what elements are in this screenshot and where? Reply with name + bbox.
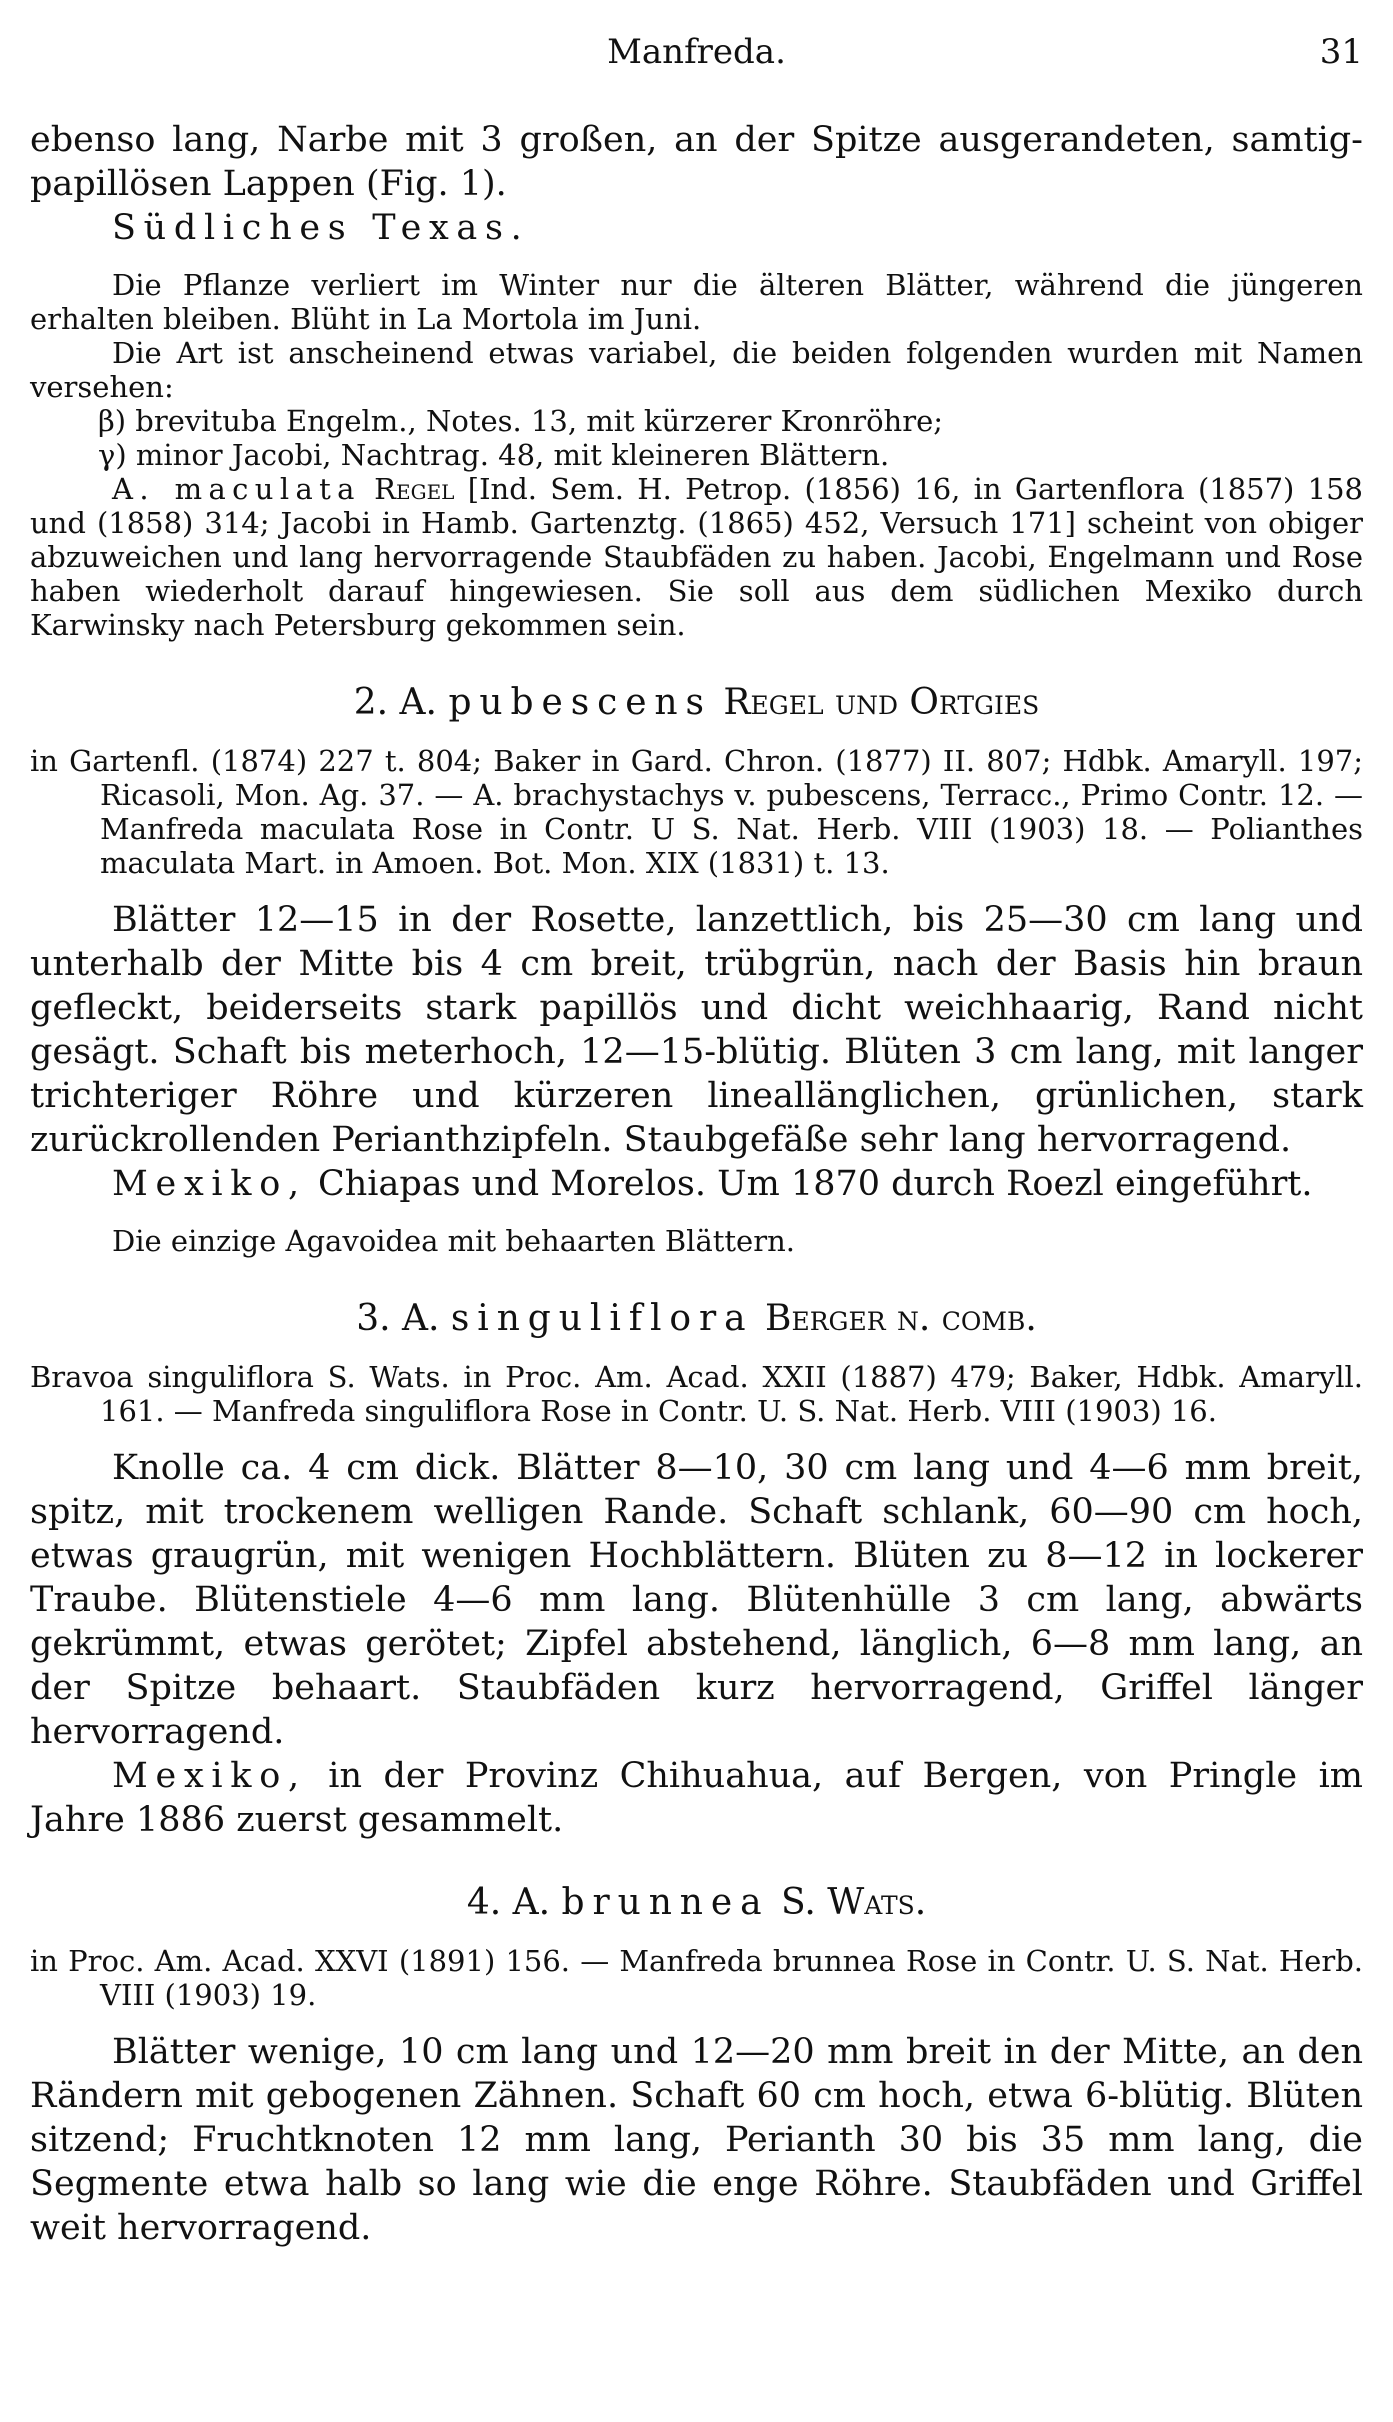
- maculata-name: A. maculata: [112, 472, 361, 506]
- species-heading-brunnea: [30, 1880, 1363, 1926]
- page-body: [30, 118, 1363, 2250]
- species-number: 2. A.: [353, 682, 437, 723]
- species-heading-singuliflora: [30, 1296, 1363, 1342]
- running-header: [30, 30, 1363, 80]
- intro-note-flowering: Die Pflanze verliert im Winter nur die älteren Blätter, während die jüngeren erhalten bleiben. Blüht in La Mortola im Juni.: [30, 268, 1363, 336]
- variety-gamma: [30, 438, 1363, 472]
- variety-beta: [30, 404, 1363, 438]
- species-number: 3. A.: [356, 1298, 440, 1339]
- distribution-text: Chiapas und Morelos. Um 1870 durch Roezl eingeführt.: [317, 1164, 1313, 1204]
- species-distribution: [30, 1754, 1363, 1842]
- species-description: Blätter wenige, 10 cm lang und 12—20 mm breit in der Mitte, an den Rändern mit gebogenen Zähnen. Schaft 60 cm hoch, etwa 6-blütig. Blüten sitzend; Fruchtknoten 12 mm lang, Perianth 30 bis 35 mm lang, die Segmente etwa halb so lang wie die enge Röhre. Staubfäden und Griffel weit hervorragend.: [30, 2032, 1363, 2248]
- species-heading-pubescens: [30, 680, 1363, 726]
- page-number: 31: [1319, 32, 1363, 72]
- species-synonymy: Bravoa singuliflora S. Wats. in Proc. Am. Acad. XXII (1887) 479; Baker, Hdbk. Amaryll. 161. — Manfreda singuliflora Rose in Contr. U. S. Nat. Herb. VIII (1903) 16.: [30, 1360, 1363, 1428]
- variety-gamma-text: γ) minor Jacobi, Nachtrag. 48, mit kleineren Blättern.: [98, 438, 890, 472]
- intro-paragraph: ebenso lang, Narbe mit 3 großen, an der Spitze ausgerandeten, samtig-papillösen Lappen (Fig. 1).: [30, 120, 1363, 204]
- species-note: Die einzige Agavoidea mit behaarten Blättern.: [112, 1224, 795, 1258]
- maculata-author: Regel: [374, 472, 455, 506]
- species-author: Regel und Ortgies: [723, 682, 1040, 723]
- species-epithet: pubescens: [448, 682, 712, 723]
- running-title: Manfreda.: [607, 32, 786, 72]
- species-distribution: [30, 1162, 1363, 1206]
- maculata-note: [30, 472, 1363, 642]
- intro-region: Südliches Texas.: [112, 208, 530, 248]
- species-epithet: singuliflora: [450, 1298, 754, 1339]
- species-synonymy: in Gartenfl. (1874) 227 t. 804; Baker in Gard. Chron. (1877) II. 807; Hdbk. Amaryll. 197; Ricasoli, Mon. Ag. 37. — A. brachystachys v. pubescens, Terracc., Primo Contr. 12. — Manfreda maculata Rose in Contr. U S. Nat. Herb. VIII (1903) 18. — Polianthes maculata Mart. in Amoen. Bot. Mon. XIX (1831) t. 13.: [30, 744, 1363, 880]
- species-description: Knolle ca. 4 cm dick. Blätter 8—10, 30 cm lang und 4—6 mm breit, spitz, mit trockenem welligen Rande. Schaft schlank, 60—90 cm hoch, etwas graugrün, mit wenigen Hochblättern. Blüten zu 8—12 in lockerer Traube. Blütenstiele 4—6 mm lang. Blütenhülle 3 cm lang, abwärts gekrümmt, etwas gerötet; Zipfel abstehend, länglich, 6—8 mm lang, an der Spitze behaart. Staubfäden kurz hervorragend, Griffel länger hervorragend.: [30, 1448, 1363, 1752]
- intro-note-variability: Die Art ist anscheinend etwas variabel, die beiden folgenden wurden mit Namen versehen:: [30, 336, 1363, 404]
- species-epithet: brunnea: [561, 1882, 770, 1923]
- variety-beta-text: β) brevituba Engelm., Notes. 13, mit kürzerer Kronröhre;: [98, 404, 944, 438]
- maculata-text: [Ind. Sem. H. Petrop. (1856) 16, in Gartenflora (1857) 158 und (1858) 314; Jacobi in Hamb. Gartenztg. (1865) 452, Versuch 171] scheint von obiger abzuweichen und lang hervorragende Staubfäden zu haben. Jacobi, Engelmann und Rose haben wiederholt darauf hingewiesen. Sie soll aus dem südlichen Mexiko durch Karwinsky nach Petersburg gekommen sein.: [30, 472, 1364, 642]
- species-author: Berger n. comb.: [764, 1298, 1037, 1339]
- species-description: Blätter 12—15 in der Rosette, lanzettlich, bis 25—30 cm lang und unterhalb der Mitte bis 4 cm breit, trübgrün, nach der Basis hin braun gefleckt, beiderseits stark papillös und dicht weichhaarig, Rand nicht gesägt. Schaft bis meterhoch, 12—15-blütig. Blüten 3 cm lang, mit langer trichteriger Röhre und kürzeren lineallänglichen, grünlichen, stark zurückrollenden Perianthzipfeln. Staubgefäße sehr lang hervorragend.: [30, 900, 1363, 1160]
- species-synonymy: in Proc. Am. Acad. XXVI (1891) 156. — Manfreda brunnea Rose in Contr. U. S. Nat. Herb. VIII (1903) 19.: [30, 1944, 1363, 2012]
- species-number: 4. A.: [466, 1882, 551, 1923]
- distribution-label: Mexiko,: [112, 1164, 307, 1204]
- species-author: S. Wats.: [780, 1882, 927, 1923]
- distribution-text: in der Provinz Chihuahua, auf Bergen, von Pringle im Jahre 1886 zuerst gesammelt.: [30, 1756, 1363, 1840]
- distribution-label: Mexiko,: [112, 1756, 307, 1796]
